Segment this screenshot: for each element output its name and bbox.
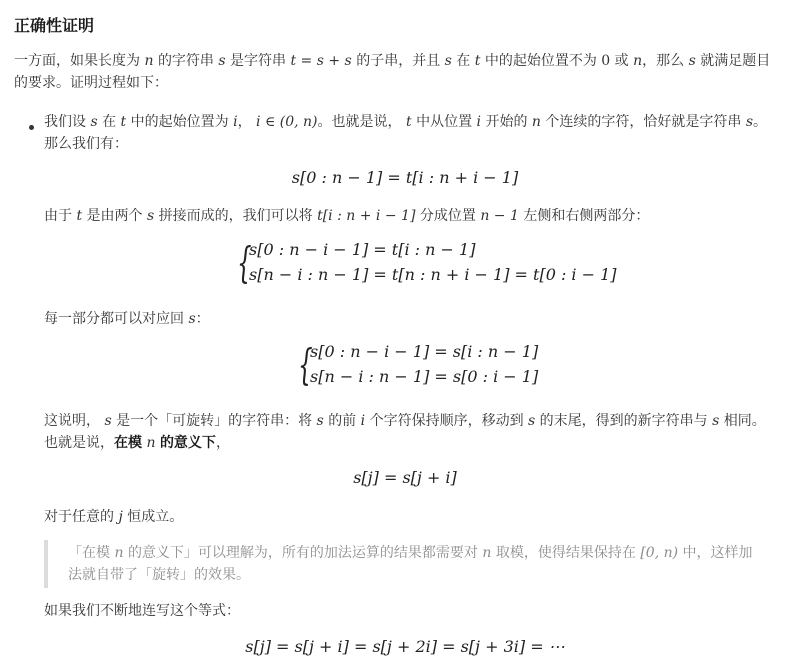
blockquote — [44, 540, 788, 588]
quote-line-1: 「在模 n 的意义下」可以理解为，所有的加法运算的结果都需要对 n 取模，使得结果保持在 [0, n) 中，这样加 — [68, 545, 753, 561]
paragraph-2: 由于 t 是由两个 s 拼接而成的，我们可以将 t[i : n + i − 1] 分成位置 n − 1 左侧和右侧两部分： — [44, 208, 650, 224]
system-2-line-1: s[0 : n − i − 1] = s[i : n − 1] — [310, 342, 539, 361]
equation-3: s[j] = s[j + i] = s[j + 2i] = s[j + 3i] = ⋯ — [245, 637, 565, 656]
left-brace: { — [298, 340, 313, 389]
equation-1: s[0 : n − 1] = t[i : n + i − 1] — [291, 168, 519, 187]
list-bullet — [29, 125, 34, 130]
paragraph-4-line2: 也就是说，在模 n 的意义下， — [44, 435, 230, 451]
section-title: 正确性证明 — [14, 16, 95, 35]
bullet-line-2: 那么我们有： — [44, 136, 128, 152]
equation-system-2 — [298, 342, 558, 394]
equation-2: s[j] = s[j + i] — [353, 468, 457, 487]
equation-system-1 — [237, 240, 617, 292]
paragraph-3: 每一部分都可以对应回 s： — [44, 311, 210, 327]
system-2-line-2: s[n − i : n − 1] = s[0 : i − 1] — [310, 367, 539, 386]
system-1-line-2: s[n − i : n − 1] = t[n : n + i − 1] = t[0 : i − 1] — [249, 265, 617, 284]
bullet-line-1: 我们设 s 在 t 中的起始位置为 i， i ∈ (0, n)。也就是说， t 中从位置 i 开始的 n 个连续的字符，恰好就是字符串 s。 — [44, 114, 768, 130]
paragraph-6: 如果我们不断地连写这个等式： — [44, 603, 240, 619]
paragraph-5: 对于任意的 j 恒成立。 — [44, 509, 184, 525]
intro-paragraph-line2: 的要求。证明过程如下： — [14, 75, 168, 91]
quote-line-2: 法就自带了「旋转」的效果。 — [68, 567, 250, 583]
left-brace: { — [237, 238, 252, 287]
paragraph-4: 这说明， s 是一个「可旋转」的字符串：将 s 的前 i 个字符保持顺序，移动到 s 的末尾，得到的新字符串与 s 相同。 — [44, 413, 766, 429]
intro-paragraph: 一方面，如果长度为 n 的字符串 s 是字符串 t = s + s 的子串，并且 s 在 t 中的起始位置不为 0 或 n，那么 s 就满足题目 — [14, 53, 771, 69]
system-1-line-1: s[0 : n − i − 1] = t[i : n − 1] — [249, 240, 476, 259]
